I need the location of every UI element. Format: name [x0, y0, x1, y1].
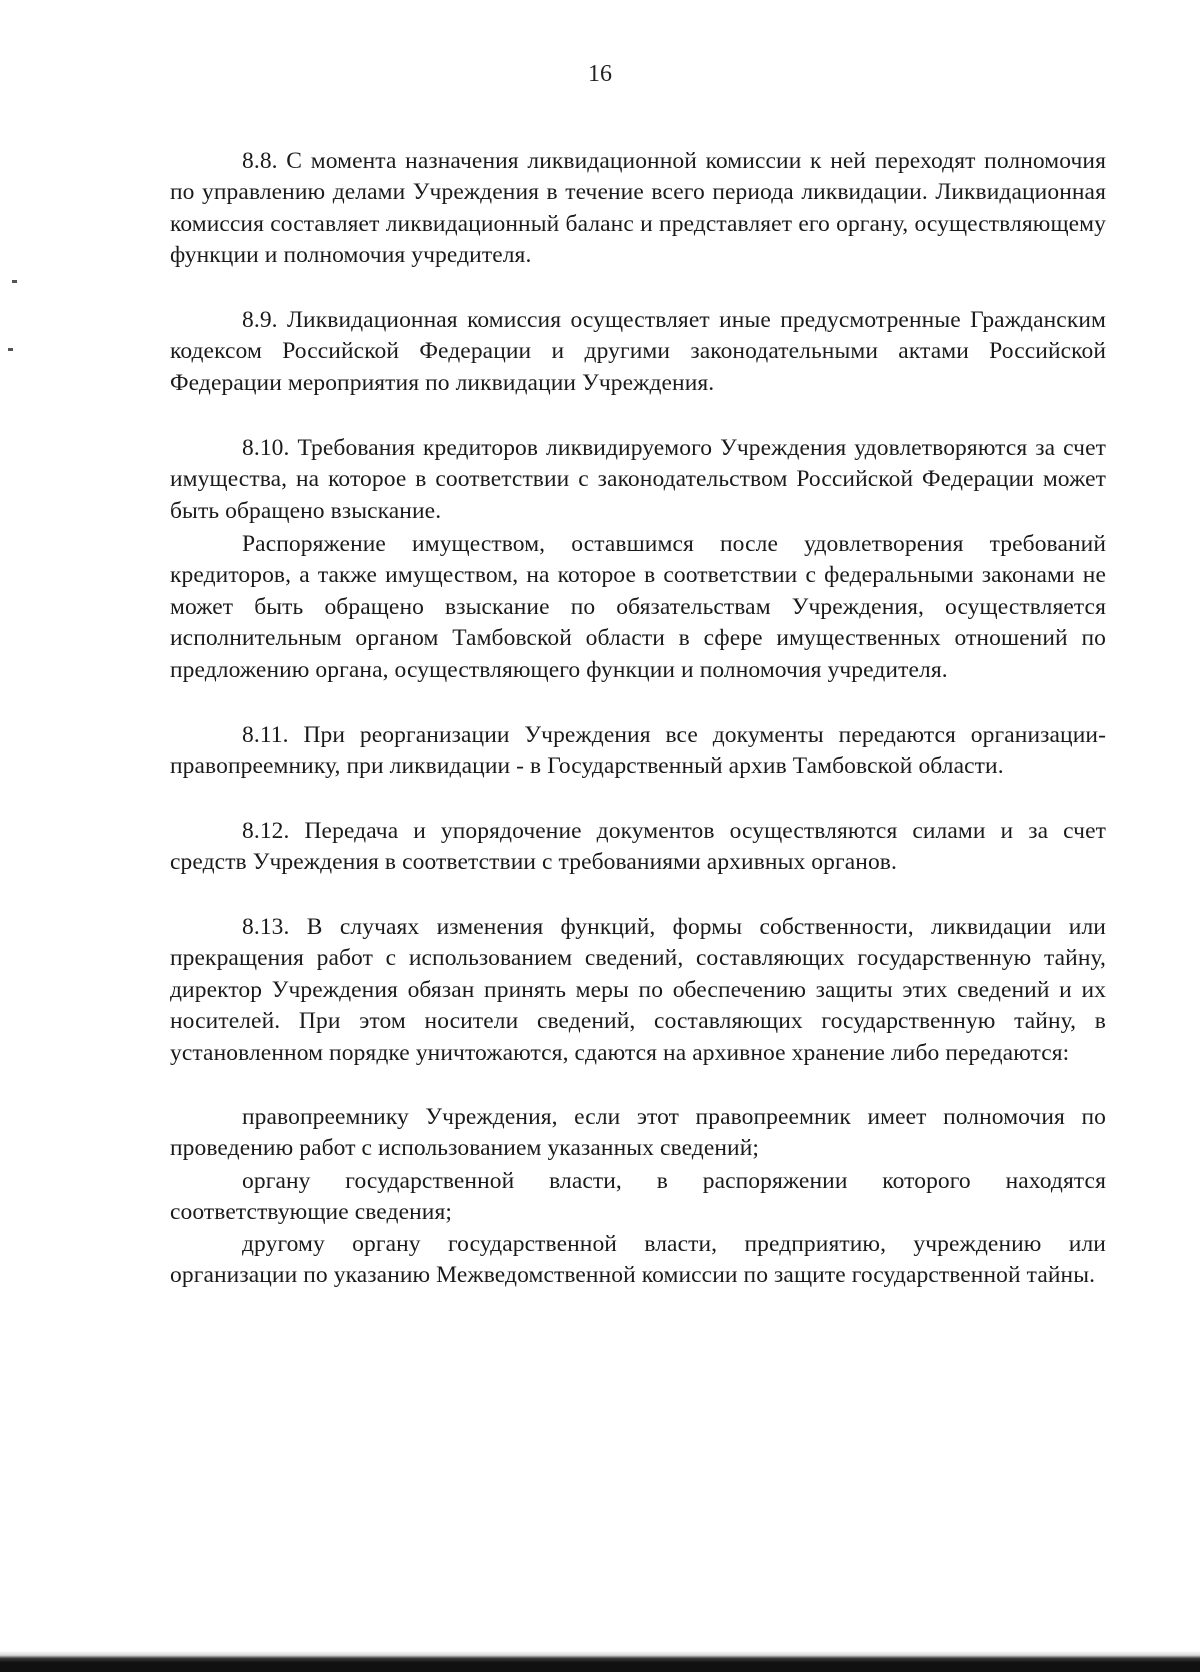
- list-item-successor: правопреемнику Учреждения, если этот правопреемник имеет полномочия по проведению работ с использованием указанных сведений;: [170, 1103, 1106, 1161]
- scan-bottom-edge: [0, 1651, 1200, 1672]
- paragraph-8-9: 8.9. Ликвидационная комиссия осуществляет иные предусмотренные Гражданским кодексом Российской Федерации и другими законодательными актами Российской Федерации мероприятия по ликвидации Учреждения.: [170, 306, 1106, 396]
- paragraph-8-8: 8.8. С момента назначения ликвидационной комиссии к ней переходят полномочия по управлению делами Учреждения в течение всего периода ликвидации. Ликвидационная комиссия составляет ликвидационный баланс и представляет его органу, осуществляющему функции и полномочия учредителя.: [170, 147, 1106, 268]
- scan-margin-mark: [8, 348, 13, 351]
- list-item-state-authority: органу государственной власти, в распоряжении которого находятся соответствующие сведения;: [170, 1167, 1106, 1225]
- paragraph-8-13: 8.13. В случаях изменения функций, формы собственности, ликвидации или прекращения работ с использованием сведений, составляющих государственную тайну, директор Учреждения обязан принять меры по обеспечению защиты этих сведений и их носителей. При этом носители сведений, составляющих государственную тайну, в установленном порядке уничтожаются, сдаются на архивное хранение либо передаются:: [170, 913, 1106, 1066]
- paragraph-property-disposal: Распоряжение имуществом, оставшимся после удовлетворения требований кредиторов, а также имуществом, на которое в соответствии с федеральными законами не может быть обращено взыскание по обязательствам Учреждения, осуществляется исполнительным органом Тамбовской области в сфере имущественных отношений по предложению органа, осуществляющего функции и полномочия учредителя.: [170, 530, 1106, 683]
- paragraph-8-12: 8.12. Передача и упорядочение документов осуществляются силами и за счет средств Учреждения в соответствии с требованиями архивных органов.: [170, 817, 1106, 875]
- page-number: 16: [588, 61, 612, 87]
- scan-margin-mark: [12, 280, 17, 283]
- paragraph-8-10: 8.10. Требования кредиторов ликвидируемого Учреждения удовлетворяются за счет имущества, на которое в соответствии с законодательством Российской Федерации может быть обращено взыскание.: [170, 434, 1106, 524]
- paragraph-8-11: 8.11. При реорганизации Учреждения все документы передаются организации-правопреемнику, при ликвидации - в Государственный архив Тамбовской области.: [170, 721, 1106, 779]
- list-item-other-organization: другому органу государственной власти, предприятию, учреждению или организации по указанию Межведомственной комиссии по защите государственной тайны.: [170, 1230, 1106, 1288]
